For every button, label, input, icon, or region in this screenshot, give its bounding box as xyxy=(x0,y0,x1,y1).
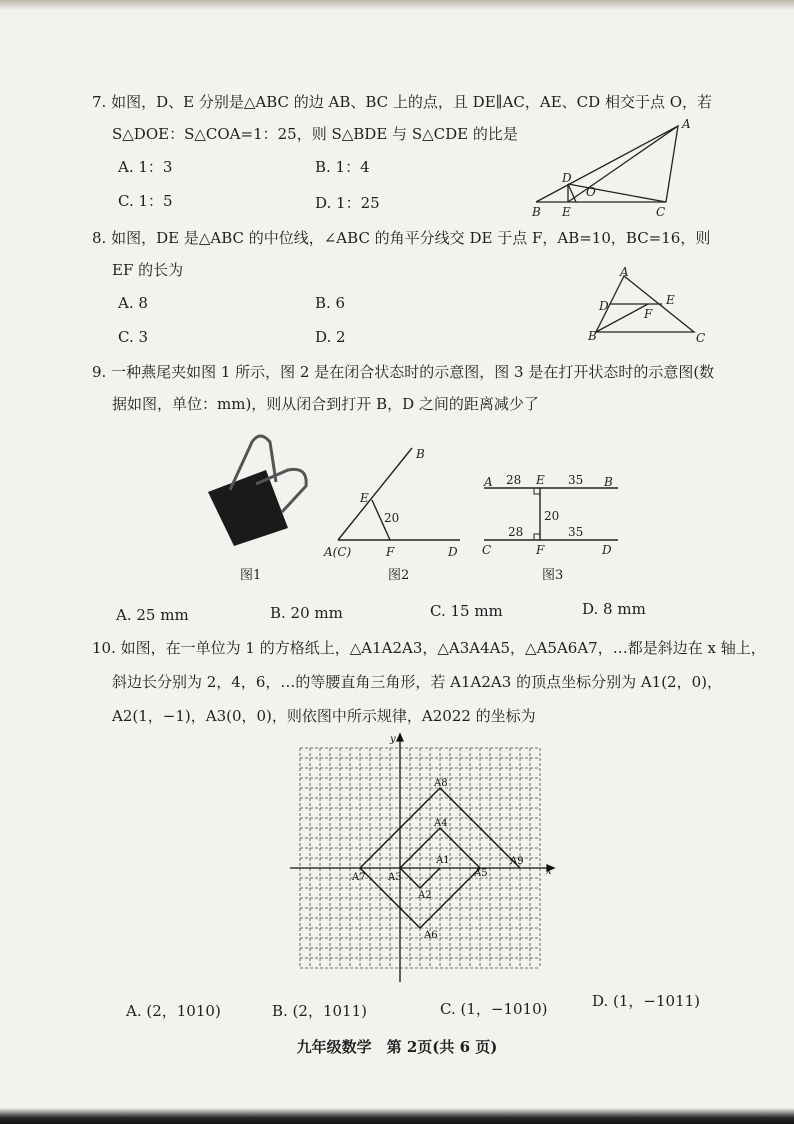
fig3-label-d: D xyxy=(602,543,612,557)
fig2-closed-diagram xyxy=(320,440,470,562)
q7-stem-line2: S△DOE：S△COA=1：25，则 S△BDE 与 S△CDE 的比是 xyxy=(112,125,518,143)
q8-stem-line1: 8. 如图，DE 是△ABC 的中位线，∠ABC 的角平分线交 DE 于点 F，AB=10，BC=16，则 xyxy=(92,229,711,247)
q7-label-a: A xyxy=(682,117,691,131)
q7-option-c[interactable]: C. 1：5 xyxy=(118,192,173,210)
page-bottom-edge xyxy=(0,1108,794,1124)
q10-option-a[interactable]: A. (2，1010) xyxy=(126,1002,221,1020)
fig3-label-28-bottom: 28 xyxy=(508,525,524,539)
fig3-open-diagram xyxy=(478,470,628,562)
q8-label-b: B xyxy=(588,329,597,343)
q10-label-a6: A6 xyxy=(424,930,438,941)
q8-option-b[interactable]: B. 6 xyxy=(315,294,346,312)
q7-stem-line1: 7. 如图，D、E 分别是△ABC 的边 AB、BC 上的点，且 DE∥AC，AE、CD 相交于点 O，若 xyxy=(92,93,713,111)
fig3-label-c: C xyxy=(482,543,492,557)
fig3-label-35-top: 35 xyxy=(568,473,584,487)
fig2-label-e: E xyxy=(360,491,369,505)
fig2-label-ac: A(C) xyxy=(324,545,352,559)
q10-label-a3: A3 xyxy=(388,872,402,883)
q8-label-d: D xyxy=(599,299,609,313)
fig3-label-e: E xyxy=(536,473,545,487)
q10-label-a4: A4 xyxy=(434,818,448,829)
page-footer: 九年级数学 第 2页(共 6 页) xyxy=(296,1038,498,1056)
q10-label-a5: A5 xyxy=(474,868,488,879)
fig3-label-f: F xyxy=(536,543,545,557)
q7-option-a[interactable]: A. 1：3 xyxy=(118,158,173,176)
q7-segment-dc xyxy=(568,184,666,202)
q8-stem-line2: EF 的长为 xyxy=(112,261,184,279)
q9-stem-line2: 据如图，单位：mm)，则从闭合到打开 B，D 之间的距离减少了 xyxy=(112,395,539,413)
fig3-label-a: A xyxy=(484,475,493,489)
q7-label-d: D xyxy=(562,171,572,185)
q10-label-a1: A1 xyxy=(436,855,450,866)
q8-label-e: E xyxy=(666,293,675,307)
q10-label-y: y xyxy=(390,734,396,745)
q7-label-c: C xyxy=(656,205,666,219)
fig2-label-b: B xyxy=(416,447,425,461)
fig3-caption: 图3 xyxy=(542,568,564,583)
q7-option-d[interactable]: D. 1：25 xyxy=(315,194,380,212)
q10-dashed-grid xyxy=(300,748,540,968)
q10-label-a7: A7 xyxy=(352,872,366,883)
q8-label-a: A xyxy=(620,266,629,279)
fig2-arm-ab xyxy=(338,448,412,540)
q7-triangle-figure xyxy=(528,116,708,220)
q10-option-b[interactable]: B. (2，1011) xyxy=(272,1002,367,1020)
q7-segment-ae xyxy=(568,126,678,202)
q9-option-d[interactable]: D. 8 mm xyxy=(582,600,646,618)
q9-option-a[interactable]: A. 25 mm xyxy=(116,606,189,624)
q10-stem-line3: A2(1，−1)，A3(0，0)，则依图中所示规律，A2022 的坐标为 xyxy=(112,707,536,725)
q10-label-a9: A9 xyxy=(510,856,524,867)
q8-triangle-figure xyxy=(584,266,714,348)
q10-coordinate-grid-figure xyxy=(290,730,560,990)
fig2-caption: 图2 xyxy=(388,568,410,583)
fig2-label-20: 20 xyxy=(384,511,400,525)
q8-label-c: C xyxy=(696,331,706,345)
fig3-label-20: 20 xyxy=(544,509,560,523)
q7-option-b[interactable]: B. 1：4 xyxy=(315,158,370,176)
q8-label-f: F xyxy=(644,307,653,321)
fig3-label-35-bottom: 35 xyxy=(568,525,584,539)
fig3-label-b: B xyxy=(604,475,613,489)
q8-option-a[interactable]: A. 8 xyxy=(118,294,148,312)
page-top-edge xyxy=(0,0,794,10)
binder-clip-picture xyxy=(200,430,320,550)
fig1-caption: 图1 xyxy=(240,568,262,583)
q10-option-d[interactable]: D. (1，−1011) xyxy=(592,992,701,1010)
fig2-label-d: D xyxy=(448,545,458,559)
q10-stem-line2: 斜边长分别为 2，4，6，…的等腰直角三角形，若 A1A2A3 的顶点坐标分别为 A1(2，0)， xyxy=(112,673,723,691)
q7-label-b: B xyxy=(532,205,541,219)
q9-option-c[interactable]: C. 15 mm xyxy=(430,602,503,620)
q8-option-d[interactable]: D. 2 xyxy=(315,328,346,346)
q8-option-c[interactable]: C. 3 xyxy=(118,328,149,346)
q10-option-c[interactable]: C. (1，−1010) xyxy=(440,1000,548,1018)
q9-option-b[interactable]: B. 20 mm xyxy=(270,604,343,622)
q7-label-o: O xyxy=(586,185,596,199)
fig3-label-28-top: 28 xyxy=(506,473,522,487)
q9-stem-line1: 9. 一种燕尾夹如图 1 所示，图 2 是在闭合状态时的示意图，图 3 是在打开状态时的示意图(数 xyxy=(92,363,715,381)
fig2-label-f: F xyxy=(386,545,395,559)
q10-label-a8: A8 xyxy=(434,778,448,789)
q10-stem-line1: 10. 如图，在一单位为 1 的方格纸上，△A1A2A3，△A3A4A5，△A5A6A7，…都是斜边在 x 轴上， xyxy=(92,639,766,657)
q10-label-a2: A2 xyxy=(418,890,432,901)
q10-label-x: x xyxy=(546,866,552,877)
q7-label-e: E xyxy=(562,205,571,219)
